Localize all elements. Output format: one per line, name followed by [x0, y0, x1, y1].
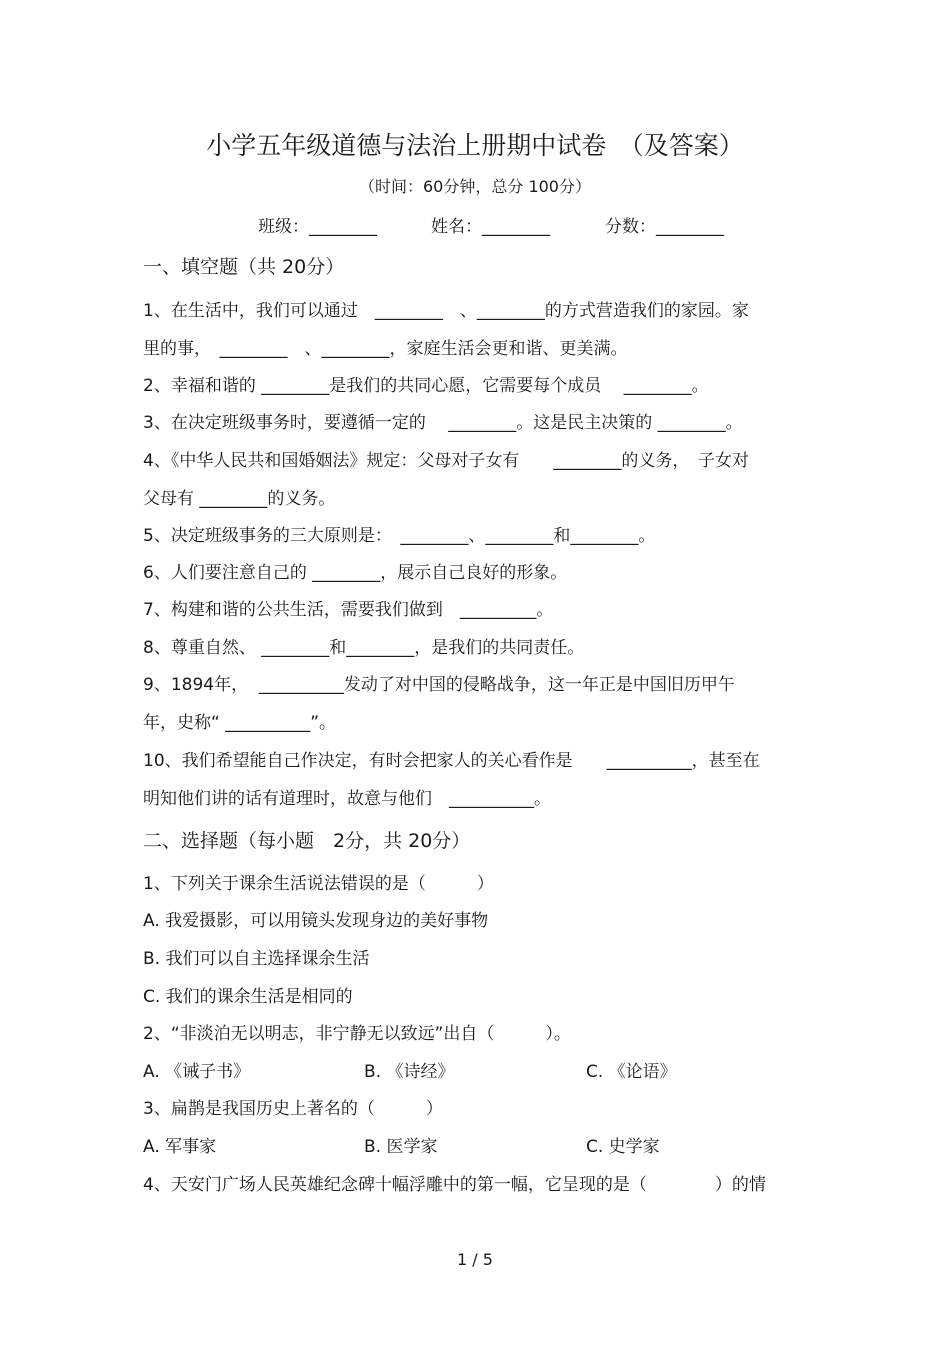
- exam-title: 小学五年级道德与法治上册期中试卷 （及答案）: [206, 131, 744, 160]
- fill-question-line: 里的事， ________ 、________，家庭生活会更和谐、更美满。: [143, 339, 628, 359]
- choice-question-stem: 3、扁鹊是我国历史上著名的（ ）: [143, 1099, 443, 1119]
- exam-subtitle: （时间：60分钟，总分 100分）: [359, 177, 591, 196]
- fill-question-line: 明知他们讲的话有道理时，故意与他们 __________。: [143, 789, 551, 809]
- choice-option: A. 《诫子书》: [143, 1062, 251, 1082]
- choice-option: B. 医学家: [364, 1137, 438, 1157]
- choice-option: C. 史学家: [586, 1137, 660, 1157]
- fill-question-line: 6、人们要注意自己的 ________，展示自己良好的形象。: [143, 563, 568, 583]
- fill-question-line: 1、在生活中，我们可以通过 ________ 、________的方式营造我们的家园。家: [143, 301, 749, 321]
- section-heading-fill-in: 一、填空题（共 20分）: [143, 256, 345, 278]
- fill-question-line: 5、决定班级事务的三大原则是： ________、________和________。: [143, 526, 656, 546]
- fill-question-line: 年，史称“ __________”。: [143, 713, 337, 733]
- fill-question-line: 父母有 ________的义务。: [143, 489, 336, 509]
- choice-question-stem: 2、“非淡泊无以明志，非宁静无以致远”出自（ ）。: [143, 1024, 571, 1044]
- choice-option: B. 我们可以自主选择课余生活: [143, 949, 370, 969]
- fill-question-line: 4、《中华人民共和国婚姻法》规定：父母对子女有 ________的义务， 子女对: [143, 451, 749, 471]
- page-number: 1 / 5: [457, 1250, 493, 1269]
- score-field: 分数：________: [605, 217, 724, 237]
- choice-option: C. 《论语》: [586, 1062, 677, 1082]
- class-field: 班级：________: [258, 217, 377, 237]
- choice-option: A. 军事家: [143, 1137, 217, 1157]
- choice-question-stem: 4、天安门广场人民英雄纪念碑十幅浮雕中的第一幅，它呈现的是（ ）的情: [143, 1175, 766, 1195]
- fill-question-line: 9、1894年， __________发动了对中国的侵略战争，这一年正是中国旧历甲午: [143, 675, 735, 695]
- name-field: 姓名：________: [431, 217, 550, 237]
- fill-question-line: 10、我们希望能自己作决定，有时会把家人的关心看作是 __________，甚至在: [143, 751, 760, 771]
- choice-option: A. 我爱摄影，可以用镜头发现身边的美好事物: [143, 911, 489, 931]
- fill-question-line: 8、尊重自然、 ________和________，是我们的共同责任。: [143, 638, 585, 658]
- choice-option: B. 《诗经》: [364, 1062, 455, 1082]
- fill-question-line: 2、幸福和谐的 ________是我们的共同心愿，它需要每个成员 ________。: [143, 376, 709, 396]
- choice-option: C. 我们的课余生活是相同的: [143, 987, 353, 1007]
- section-heading-choice: 二、选择题（每小题 2分，共 20分）: [143, 830, 471, 852]
- fill-question-line: 3、在决定班级事务时，要遵循一定的 ________。这是民主决策的 ________。: [143, 413, 743, 433]
- fill-question-line: 7、构建和谐的公共生活，需要我们做到 _________。: [143, 600, 554, 620]
- choice-question-stem: 1、下列关于课余生活说法错误的是（ ）: [143, 874, 494, 894]
